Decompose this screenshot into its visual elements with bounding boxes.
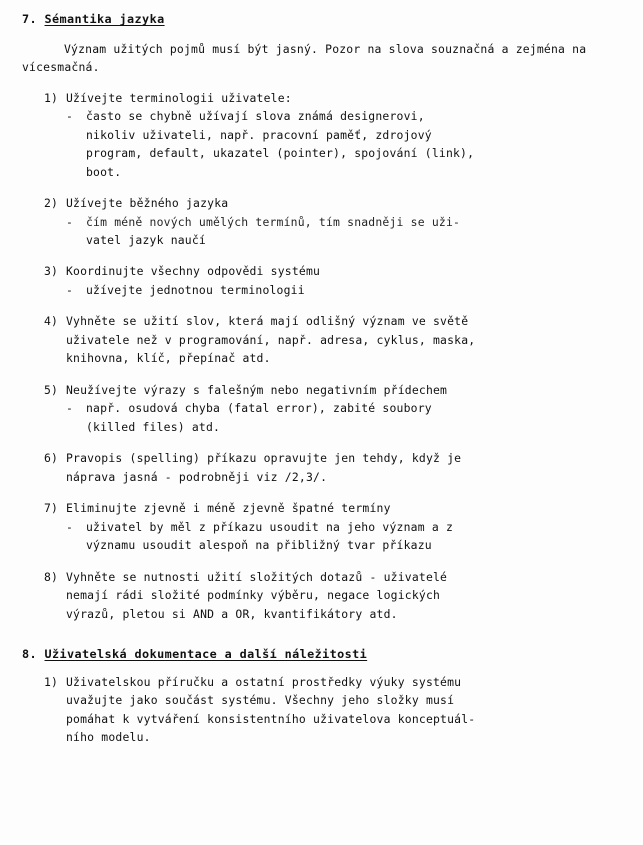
sub-line: program, default, ukazatel (pointer), spojování (link), [86, 146, 475, 161]
sub-line: vatel jazyk naučí [86, 233, 206, 248]
list-item [22, 194, 617, 249]
section-title: Uživatelská dokumentace a další náležitosti [44, 646, 368, 661]
list-item-text: Vyhněte se užití slov, která mají odlišný význam ve světě [66, 314, 469, 329]
dash-marker: - [66, 109, 74, 124]
list-item-text: Uživatelskou příručku a ostatní prostředky výuky systému [66, 674, 462, 689]
sub-line: užívejte jednotnou terminologii [86, 282, 305, 297]
section-7-intro: Význam užitých pojmů musí být jasný. Pozor na slova souznačná a zejména na vícesmačná. [22, 41, 587, 75]
list-item-number: 7) [44, 501, 59, 516]
sub-list [66, 399, 617, 436]
sub-list [66, 281, 617, 299]
section-7-list [22, 89, 617, 623]
list-item-text: uvažujte jako součást systému. Všechny jeho složky musí [66, 693, 455, 708]
list-item [22, 262, 617, 299]
dash-marker: - [66, 401, 74, 416]
section-heading-7 [22, 14, 617, 26]
list-item-number: 1) [44, 674, 59, 689]
list-item-text: výrazů, pletou si AND a OR, kvantifikátory atd. [66, 606, 398, 621]
list-item-text: pomáhat k vytváření konsistentního uživatelova konceptuál- [66, 711, 476, 726]
sub-list-item [66, 213, 617, 250]
sub-list [66, 518, 617, 555]
sub-line: uživatel by měl z příkazu usoudit na jeho význam a z [86, 519, 454, 534]
section-title: Sémantika jazyka [44, 12, 165, 26]
section-number: 8. [22, 646, 38, 661]
sub-list [66, 213, 617, 250]
section-number: 7. [22, 12, 38, 26]
list-item-text: Užívejte běžného jazyka [66, 196, 229, 211]
sub-list-item [66, 518, 617, 555]
list-item [22, 449, 617, 486]
list-item [22, 312, 617, 367]
sub-line: často se chybně užívají slova známá designerovi, [86, 109, 425, 124]
list-item-text: ního modelu. [66, 730, 151, 745]
list-item-text: Neužívejte výrazy s falešným nebo negativním přídechem [66, 382, 448, 397]
dash-marker: - [66, 282, 74, 297]
list-item-number: 8) [44, 569, 59, 584]
list-item-number: 4) [44, 314, 59, 329]
sub-list-item [66, 399, 617, 436]
list-item [22, 568, 617, 623]
sub-line: (killed files) atd. [86, 419, 221, 434]
list-item-number: 1) [44, 90, 59, 105]
sub-line: boot. [86, 164, 122, 179]
section-8-list [22, 673, 617, 747]
section-heading-8 [22, 646, 617, 661]
list-item [22, 499, 617, 554]
list-item [22, 381, 617, 436]
list-item-text: Eliminujte zjevně i méně zjevně špatné termíny [66, 501, 391, 516]
list-item-number: 3) [44, 264, 59, 279]
sub-list-item [66, 107, 617, 181]
list-item-number: 5) [44, 382, 59, 397]
list-item-text: Vyhněte se nutnosti užití složitých dotazů - uživatelé [66, 569, 448, 584]
sub-list [66, 107, 617, 181]
list-item-number: 6) [44, 451, 59, 466]
sub-list-item [66, 281, 617, 299]
list-item-text: Užívejte terminologii uživatele: [66, 90, 292, 105]
sub-line: nikoliv uživateli, např. pracovní paměť, zdrojový [86, 127, 432, 142]
dash-marker: - [66, 519, 74, 534]
list-item-text: uživatele než v programování, např. adresa, cyklus, maska, [66, 332, 476, 347]
sub-line: např. osudová chyba (fatal error), zabité soubory [86, 401, 432, 416]
list-item-text: náprava jasná - podrobněji viz /2,3/. [66, 469, 328, 484]
list-item [22, 89, 617, 181]
list-item-text: Koordinujte všechny odpovědi systému [66, 264, 321, 279]
dash-marker: - [66, 214, 74, 229]
list-item [22, 673, 617, 747]
sub-line: významu usoudit alespoň na přibližný tvar příkazu [86, 538, 432, 553]
list-item-number: 2) [44, 196, 59, 211]
list-item-text: nemají rádi složité podmínky výběru, negace logických [66, 588, 441, 603]
sub-line: čím méně nových umělých termínů, tím snadněji se uži- [86, 214, 461, 229]
list-item-text: knihovna, klíč, přepínač atd. [66, 351, 271, 366]
list-item-text: Pravopis (spelling) příkazu opravujte jen tehdy, když je [66, 451, 462, 466]
